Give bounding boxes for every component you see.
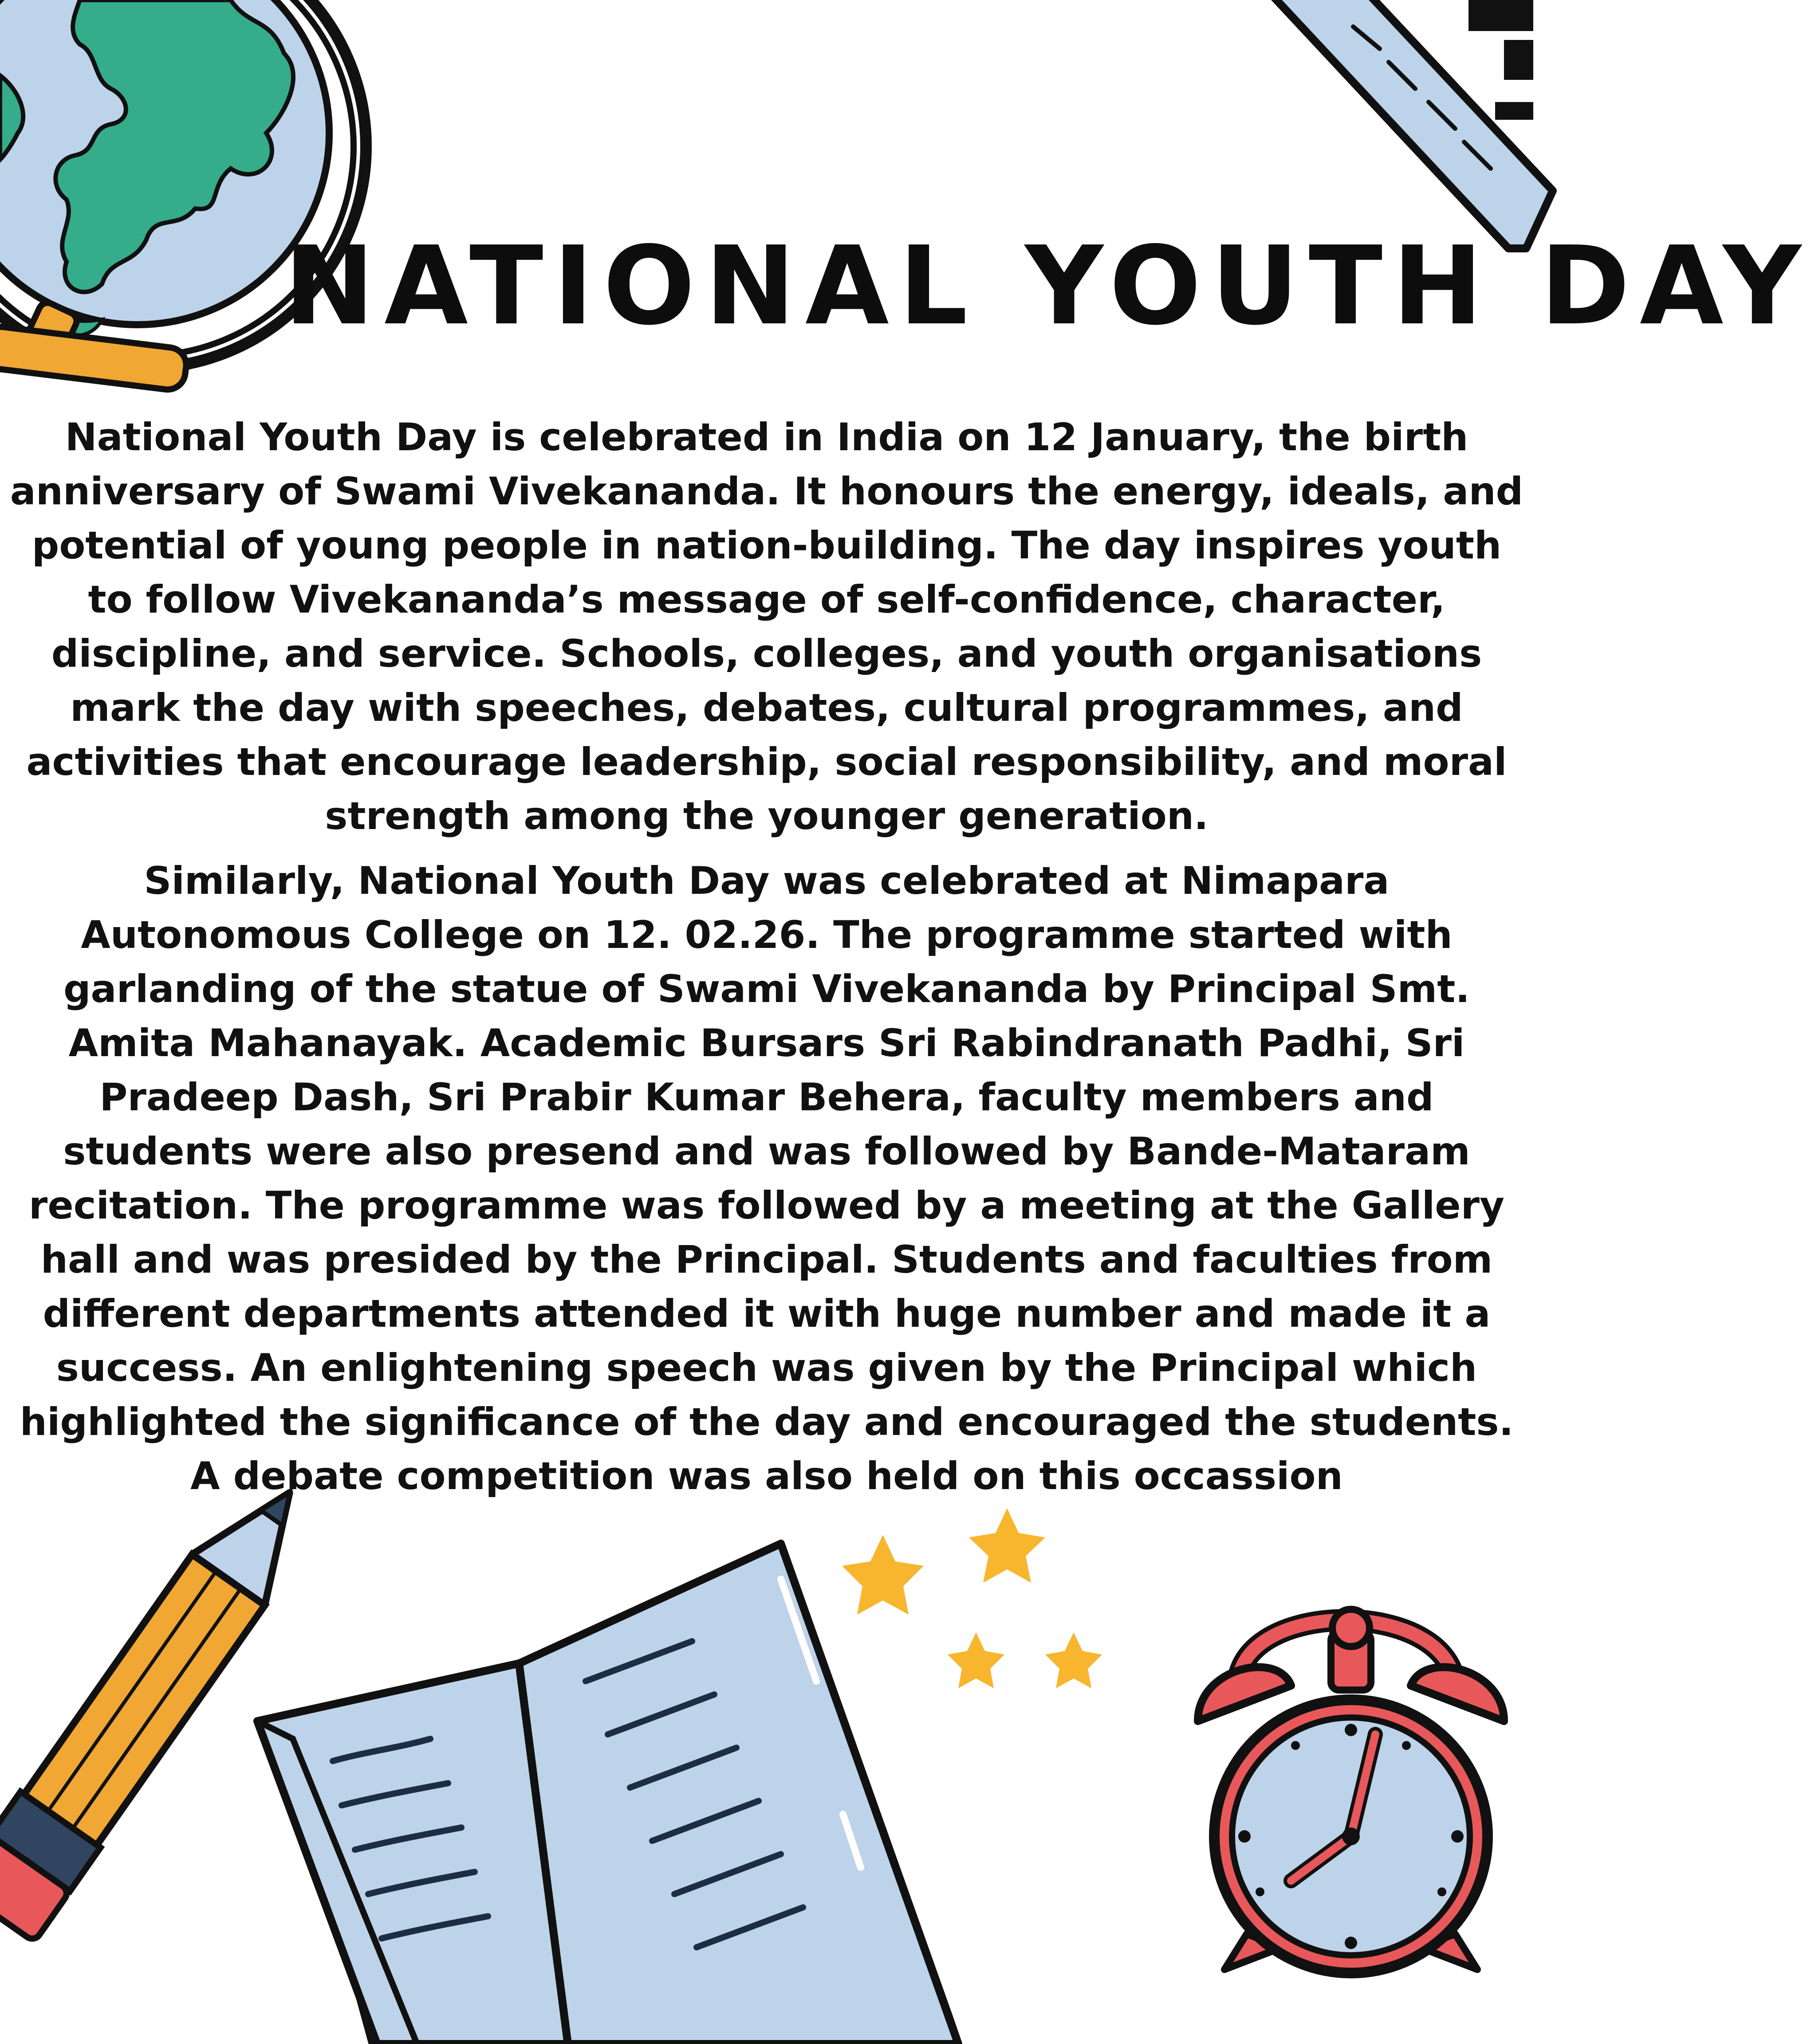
intro-paragraph: National Youth Day is celebrated in India on 12 January, the birth anniversary of Swami Vivekananda. It honours the energy, ideals, and potential of young people in nation-building. The day inspires youth to follow Vivekananda’s message of self-confidence, character, discipline, and service. Schools, colleges, and youth organisations mark the day with speeches, debates, cultural programmes, and activities that encourage leadership, social responsibility, and moral strength among the younger generation. (10, 415, 1524, 838)
alarm-clock-icon (1171, 1544, 1533, 1992)
event-paragraph: Similarly, National Youth Day was celebrated at Nimapara Autonomous College on 12. 02.26. The programme started with garlanding of the statue of Swami Vivekananda by Principal Smt. Amita Mahanayak. Academic Bursars Sri Rabindranath Padhi, Sri Pradeep Dash, Sri Prabir Kumar Behera, faculty members and students were also presend and was followed by Bande-Mataram recitation. The programme was followed by a meeting at the Gallery hall and was presided by the Principal. Students and faculties from different departments attended it with huge number and made it a success. An enlightening speech was given by the Principal which highlighted the significance of the day and encouraged the students. A debate competition was also held on this occassion (20, 859, 1514, 1498)
page-title: NATIONAL YOUTH DAY (284, 223, 1811, 349)
stars-icon (825, 1499, 1118, 1703)
